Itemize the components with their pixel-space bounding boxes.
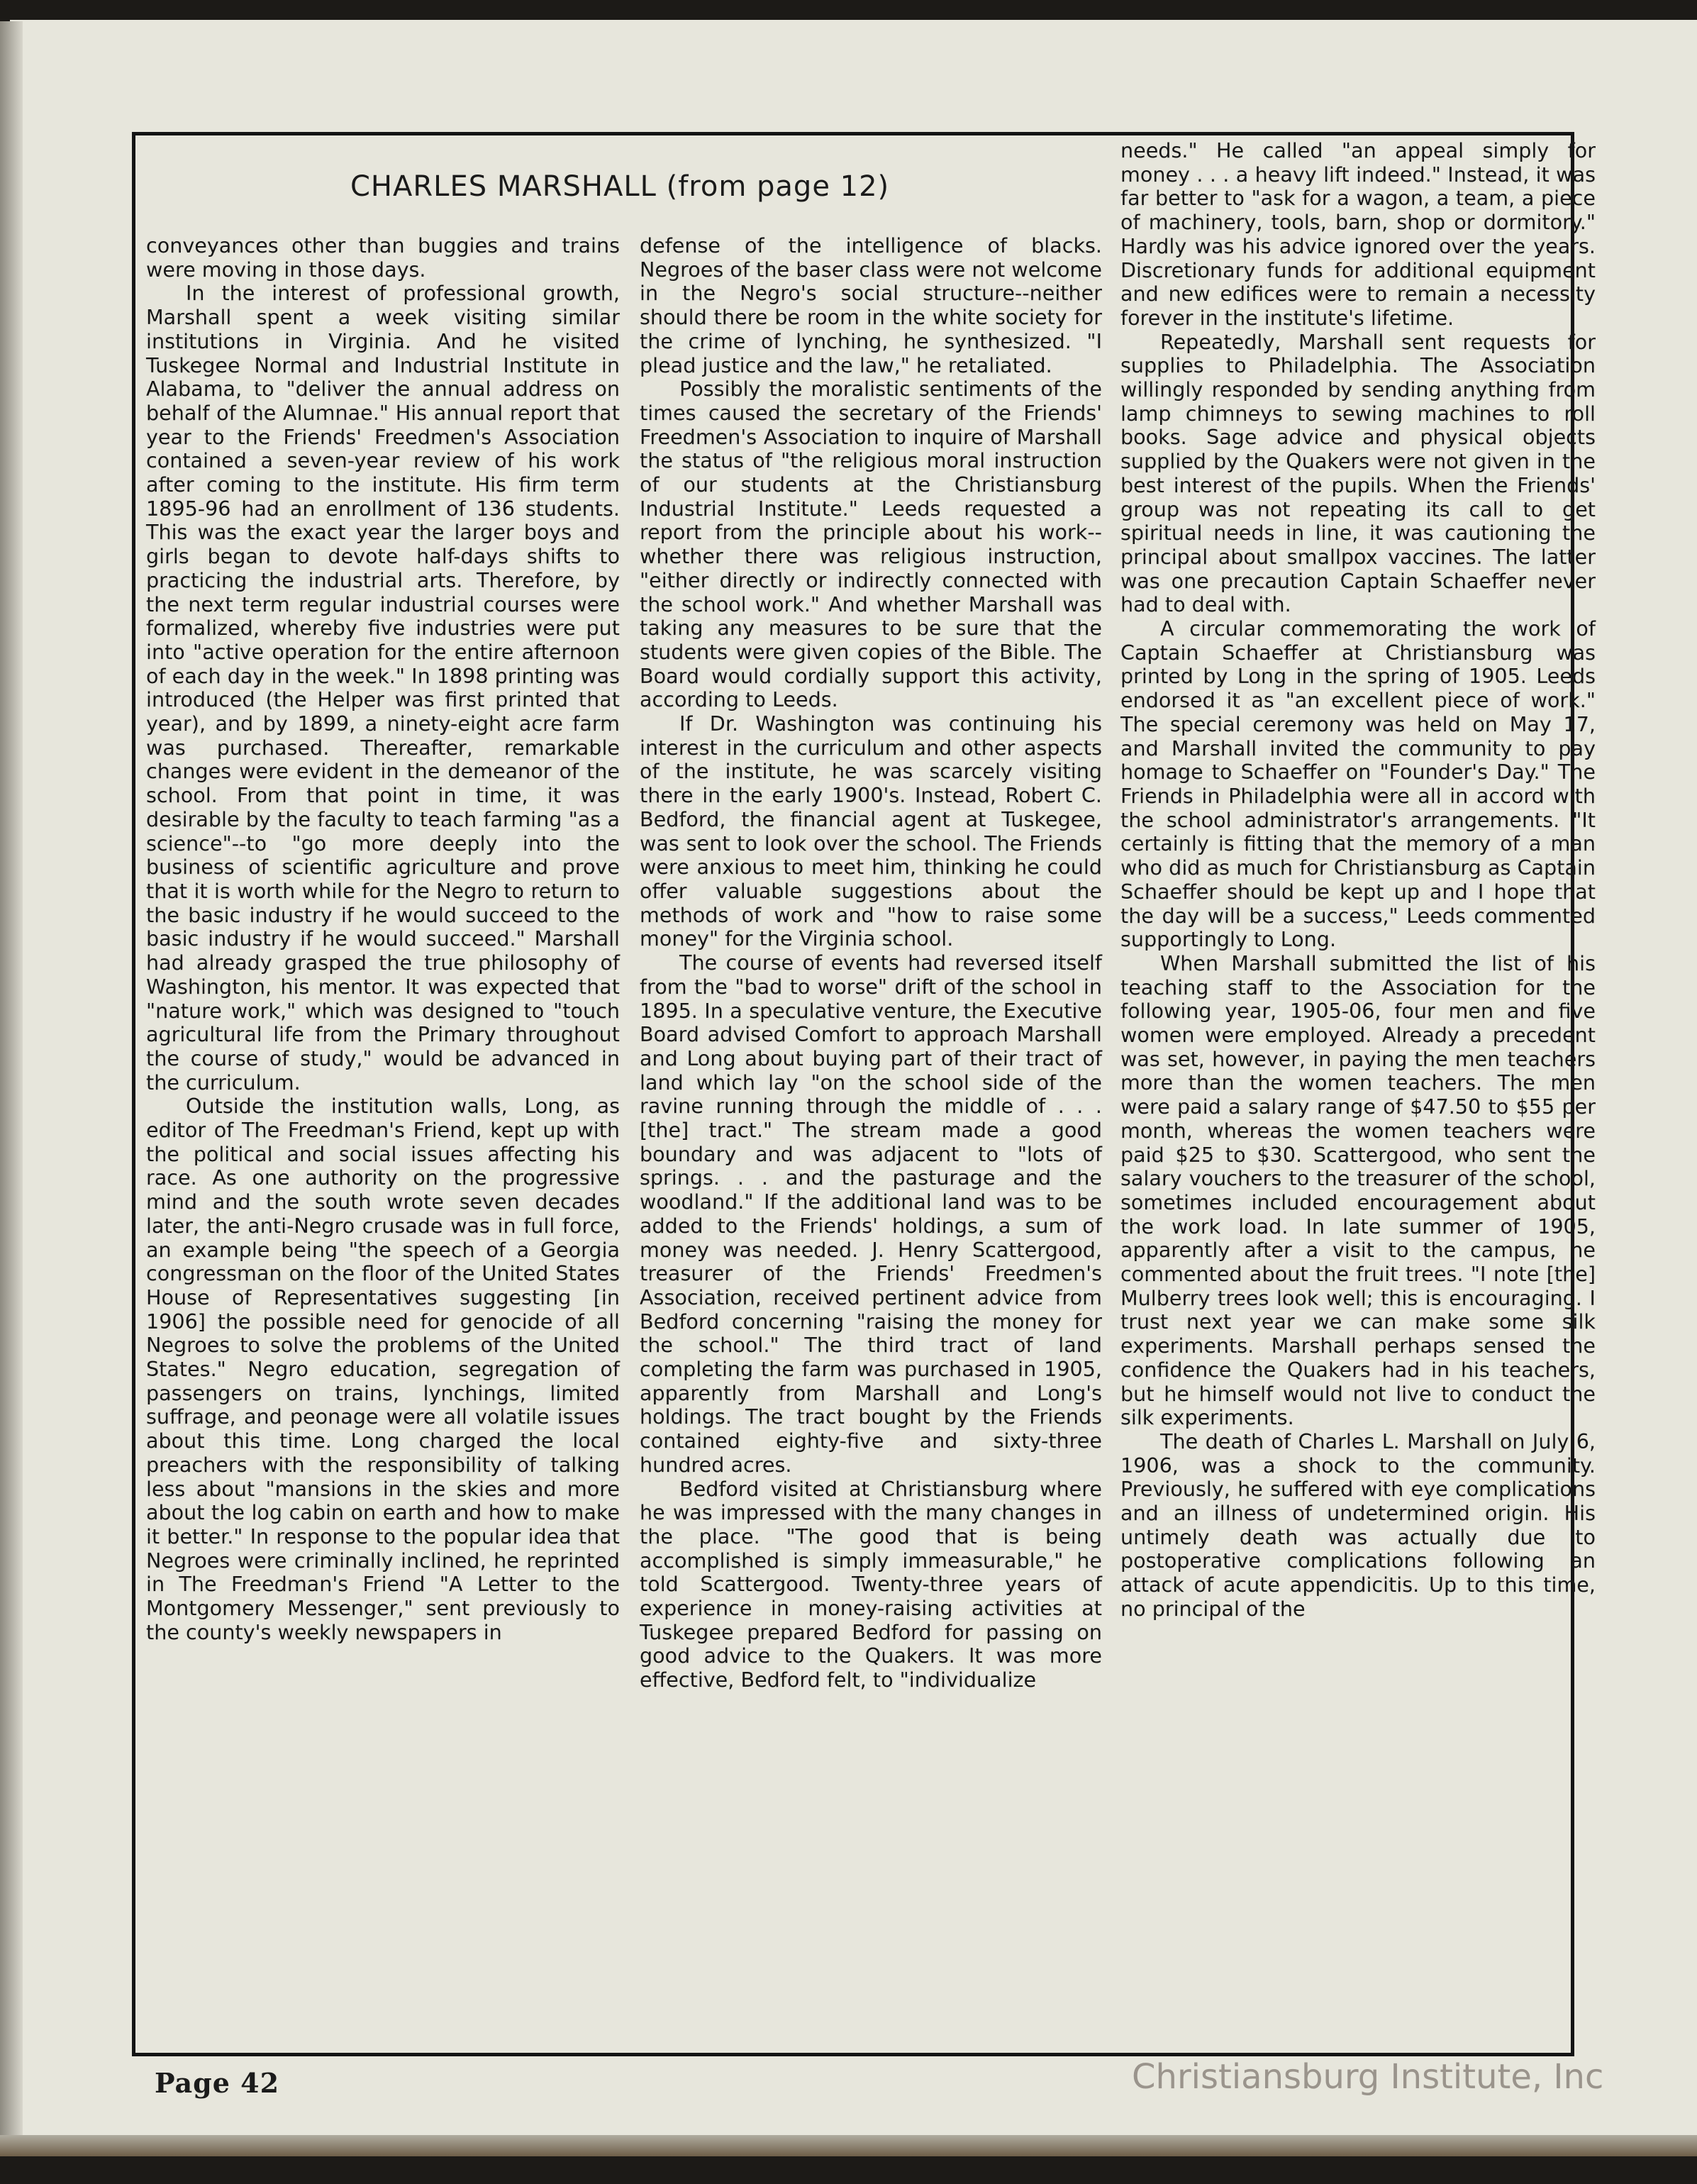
article-heading: CHARLES MARSHALL (from page 12) (350, 170, 890, 203)
paragraph: conveyances other than buggies and trains were moving in those days. (146, 233, 620, 282)
paragraph: needs." He called "an appeal simply for money . . . a heavy lift indeed." Instead, it was far better to "ask for a wagon, a team, a piece of machinery, tools, barn, shop or dormitory." Hardly was his advice ignored over the years. Discretionary funds for additional equipment and new edifices were to remain a necessity forever in the institute's lifetime. (1120, 138, 1596, 330)
paragraph: Possibly the moralistic sentiments of the times caused the secretary of the Friends' Freedmen's Association to inquire of Marshall the status of "the religious moral instruction of our students at the Christiansburg Industrial Institute." Leeds requested a report from the principle about his work--whether there was religious instruction, "either directly or indirectly connected with the school work." And whether Marshall was taking any measures to be sure that the students were given copies of the Bible. The Board would cordially support this activity, according to Leeds. (640, 377, 1102, 712)
paragraph: Bedford visited at Christiansburg where he was impressed with the many changes in the place. "The good that is being accomplished is simply immeasurable," he told Scattergood. Twenty-three years of experience in money-raising activities at Tuskegee prepared Bedford for passing on good advice to the Quakers. It was more effective, Bedford felt, to "individualize (640, 1476, 1102, 1692)
paragraph: When Marshall submitted the list of his teaching staff to the Association for the following year, 1905-06, four men and five women were employed. Already a precedent was set, however, in paying the men teachers more than the women teachers. The men were paid a salary range of $47.50 to $55 per month, whereas the women teachers were paid $25 to $30. Scattergood, who sent the salary vouchers to the treasurer of the school, sometimes included encouragement about the work load. In late summer of 1905, apparently after a visit to the campus, he commented about the fruit trees. "I note [the] Mulberry trees look well; this is encouraging. I trust next year we can make some silk experiments. Marshall perhaps sensed the confidence the Quakers had in his teachers, but he himself would not live to conduct the silk experiments. (1120, 950, 1596, 1430)
page-gutter-shadow (0, 21, 23, 2149)
text-column-3 (1120, 139, 1596, 1622)
watermark-text: Christiansburg Institute, Inc (1132, 2057, 1604, 2097)
paragraph: The course of events had reversed itself from the "bad to worse" drift of the school in 1895. In a speculative venture, the Executive Board advised Comfort to approach Marshall and Long about buying part of their tract of land which lay "on the school side of the ravine running through the middle of . . . [the] tract." The stream made a good boundary and was adjacent to "lots of springs. . . and the pasturage and the woodland." If the additional land was to be added to the Friends' holdings, a sum of money was needed. J. Henry Scattergood, treasurer of the Friends' Freedmen's Association, received pertinent advice from Bedford concerning "raising the money for the school." The third tract of land completing the farm was purchased in 1905, apparently from Marshall and Long's holdings. The tract bought by the Friends contained eighty-five and sixty-three hundred acres. (640, 950, 1102, 1477)
paragraph: In the interest of professional growth, Marshall spent a week visiting similar institutions in Virginia. And he visited Tuskegee Normal and Industrial Institute in Alabama, to "deliver the annual address on behalf of the Alumnae." His annual report that year to the Friends' Freedmen's Association contained a seven-year review of his work after coming to the institute. His firm term 1895-96 had an enrollment of 136 students. This was the exact year the larger boys and girls began to devote half-days shifts to practicing the industrial arts. Therefore, by the next term regular industrial courses were formalized, whereby five industries were put into "active operation for the entire afternoon of each day in the week." In 1898 printing was introduced (the Helper was first printed that year), and by 1899, a ninety-eight acre farm was purchased. Thereafter, remarkable changes were evident in the demeanor of the school. From that point in time, it was desirable by the faculty to teach farming "as a science"--to "go more deeply into the business of scientific agriculture and prove that it is worth while for the Negro to return to the basic industry if he would succeed to the basic industry if he would succeed." Marshall had already grasped the true philosophy of Washington, his mentor. It was expected that "nature work," which was designed to "touch agricultural life from the Primary throughout the course of study," would be advanced in the curriculum. (146, 281, 620, 1094)
page-number: Page 42 (155, 2067, 280, 2099)
text-column-1 (146, 234, 620, 1644)
paragraph: Outside the institution walls, Long, as editor of The Freedman's Friend, kept up with the political and social issues affecting his race. As one authority on the progressive mind and the south wrote seven decades later, the anti-Negro crusade was in full force, an example being "the speech of a Georgia congressman on the floor of the United States House of Representatives suggesting [in 1906] the possible need for genocide of all Negroes to solve the problems of the United States." Negro education, segregation of passengers on trains, lynchings, limited suffrage, and peonage were all volatile issues about this time. Long charged the local preachers with the responsibility of talking less about "mansions in the skies and more about the log cabin on earth and how to make it better." In response to the popular idea that Negroes were criminally inclined, he reprinted in The Freedman's Friend "A Letter to the Montgomery Messenger," sent previously to the county's weekly newspapers in (146, 1094, 620, 1644)
text-column-2 (640, 234, 1102, 1692)
paragraph: A circular commemorating the work of Captain Schaeffer at Christiansburg was printed by Long in the spring of 1905. Leeds endorsed it as "an excellent piece of work." The special ceremony was held on May 17, and Marshall invited the community to pay homage to Schaeffer on "Founder's Day." The Friends in Philadelphia were all in accord with the school administrator's arrangements. "It certainly is fitting that the memory of a man who did as much for Christiansburg as Captain Schaeffer should be kept up and I hope that the day will be a success," Leeds commented supportingly to Long. (1120, 616, 1596, 952)
paragraph: Repeatedly, Marshall sent requests for supplies to Philadelphia. The Association willingly responded by sending anything from lamp chimneys to sewing machines to roll books. Sage advice and physical objects supplied by the Quakers were not given in the best interest of the pupils. When the Friends' group was not repeating its call to get spiritual needs in line, it was cautioning the principal about smallpox vaccines. The latter was one precaution Captain Schaeffer never had to deal with. (1120, 329, 1596, 617)
paragraph: If Dr. Washington was continuing his interest in the curriculum and other aspects of the institute, he was scarcely visiting there in the early 1900's. Instead, Robert C. Bedford, the financial agent at Tuskegee, was sent to look over the school. The Friends were anxious to meet him, thinking he could offer valuable suggestions about the methods of work and "how to raise some money" for the Virginia school. (640, 711, 1102, 951)
paragraph: defense of the intelligence of blacks. Negroes of the baser class were not welcome in the Negro's social structure--neither should there be room in the white society for the crime of lynching, he synthesized. "I plead justice and the law," he retaliated. (640, 233, 1102, 377)
page-bottom-edge (0, 2135, 1697, 2156)
paragraph: The death of Charles L. Marshall on July 6, 1906, was a shock to the community. Previously, he suffered with eye complications and an illness of undetermined origin. His untimely death was actually due to postoperative complications following an attack of acute appendicitis. Up to this time, no principal of the (1120, 1429, 1596, 1621)
